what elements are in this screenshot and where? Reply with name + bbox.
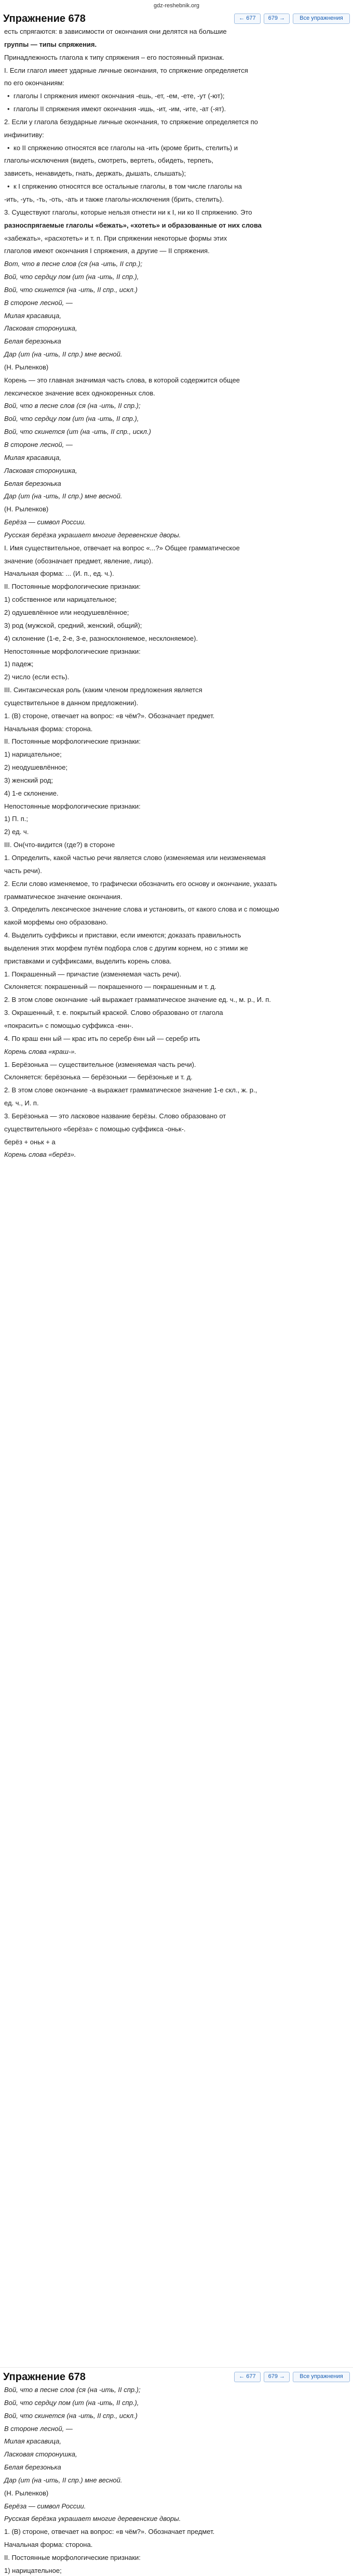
poem-line: Вой, что сердцу пом (ит (на -ить, II спр.), — [4, 415, 139, 423]
text-line: 4. Выделить суффиксы и приставки, если имеются; доказать правильность — [4, 931, 241, 940]
text-line: II. Постоянные морфологические признаки: — [4, 583, 141, 591]
text-line — [4, 1163, 349, 1172]
text-line: глаголы-исключения (видеть, смотреть, вертеть, обидеть, терпеть, — [4, 156, 214, 165]
text-line: 1. (В) стороне, отвечает на вопрос: «в чём?». Обозначает предмет. — [4, 2528, 215, 2536]
text-line: 2. В этом слове окончание -а выражает грамматическое значение 1-е скл., ж. р., — [4, 1086, 257, 1094]
text-line: 4) 1-е склонение. — [4, 789, 59, 797]
poem-line: Белая березонька — [4, 479, 61, 487]
poem-line: Вой, что в песне слов (ся (на -ить, II спр.); — [4, 2386, 141, 2394]
text-line: существительного «берёза» с помощью суффикса -оньк-. — [4, 1125, 186, 1133]
text-line: Склоняется: берёзонька — берёзоньки — берёзоньке и т. д. — [4, 1073, 193, 1081]
list-item: • ко II спряжению относятся все глаголы на -ить (кроме брить, стелить) и — [4, 143, 349, 153]
text-line: грамматическое значение окончания. — [4, 892, 123, 901]
poem-line: Дар (ит (на -ить, II спр.) мне весной. — [4, 2476, 123, 2484]
text-line: инфинитиву: — [4, 130, 44, 139]
exercise-content — [0, 25, 353, 1172]
text-line: Русская берёзка украшает многие деревенские дворы. — [4, 531, 181, 539]
text-line: Берёза — символ России. — [4, 2502, 86, 2510]
text-line: 1) собственное или нарицательное; — [4, 596, 117, 604]
text-line: Непостоянные морфологические признаки: — [4, 802, 141, 810]
poem-line: Дар (ит (на -ить, II спр.) мне весной. — [4, 492, 123, 500]
page-title: Упражнение 678 — [3, 2371, 86, 2383]
text-line: значение (обозначает предмет, явление, лицо). — [4, 557, 153, 565]
poem-line: Милая красавица, — [4, 311, 61, 320]
text-line: 3) женский род; — [4, 776, 53, 784]
text-line: 1. Определить, какой частью речи является слово (изменяемая или неизменяемая — [4, 854, 266, 862]
text-line: 3. Берёзонька — это ласковое название берёзы. Слово образовано от — [4, 1112, 226, 1120]
list-item: • к I спряжению относятся все остальные глаголы, в том числе глаголы на — [4, 182, 349, 192]
text-line: 2. В этом слове окончание -ый выражает грамматическое значение ед. ч., м. р., И. п. — [4, 996, 271, 1004]
exercise-nav — [234, 14, 350, 24]
text-line: Склоняется: покрашенный — покрашенного — покрашенным и т. д. — [4, 983, 216, 991]
text-line: 1. (В) стороне, отвечает на вопрос: «в чём?». Обозначает предмет. — [4, 711, 215, 720]
exercise-header — [0, 12, 353, 25]
next-exercise-button[interactable]: 679 → — [264, 14, 290, 24]
site-link[interactable]: gdz-reshebnik.org — [153, 3, 200, 9]
text-line: 2) число (если есть). — [4, 673, 70, 681]
poem-line: В стороне лесной, — — [4, 2424, 73, 2433]
poem-line: Вой, что скинется (на -ить, II спр., искл.) — [4, 2411, 138, 2420]
exercise-section-repeat — [0, 2367, 353, 2574]
text-line: 2) неодушевлённое; — [4, 763, 68, 772]
poem-line: Ласковая сторонушка, — [4, 2450, 77, 2459]
text-line: разноспрягаемые глаголы «бежать», «хотеть» и образованные от них слова — [4, 221, 262, 229]
text-line: Корень — это главная значимая часть слова, в которой содержится общее — [4, 376, 240, 384]
poem-line: Милая красавица, — [4, 2437, 61, 2446]
text-line: Берёза — символ России. — [4, 518, 86, 526]
poem-author: (Н. Рыленков) — [4, 363, 49, 371]
text-line: берёз + оньк + а — [4, 1138, 56, 1146]
text-line: Начальная форма: сторона. — [4, 724, 93, 733]
poem-line: Ласковая сторонушка, — [4, 324, 77, 333]
text-line: 1) нарицательное; — [4, 2566, 62, 2574]
all-exercises-button[interactable]: Все упражнения — [293, 2372, 350, 2382]
poem-line: Белая березонька — [4, 2463, 61, 2472]
text-line: лексическое значение всех однокоренных слов. — [4, 389, 155, 397]
text-line: «забежать», «расхотеть» и т. п. При спряжении некоторые формы этих — [4, 234, 227, 242]
text-line: выделения этих морфем путём подбора слов с другим корнем, но с этими же — [4, 944, 248, 952]
text-line: 3. Окрашенный, т. е. покрытый краской. Слово образовано от глагола — [4, 1009, 223, 1017]
text-line: существительное в данном предложении). — [4, 698, 139, 707]
text-line: 1. Покрашенный — причастие (изменяемая часть речи). — [4, 970, 181, 978]
prev-exercise-button[interactable]: ← 677 — [234, 14, 260, 24]
text-line: Русская берёзка украшает многие деревенские дворы. — [4, 2515, 181, 2523]
text-line: глаголов имеют окончания I спряжения, а другие — II спряжения. — [4, 247, 210, 255]
text-line: приставками и суффиксами, выделить корень слова. — [4, 957, 172, 965]
morpheme-line: Корень слова «берёз». — [4, 1151, 76, 1159]
poem-line: Вой, что скинется (ит (на -ить, II спр., искл.) — [4, 428, 151, 436]
text-line: 1. Берёзонька — существительное (изменяемая часть речи). — [4, 1060, 196, 1068]
text-line: 3) род (мужской, средний, женский, общий); — [4, 621, 142, 629]
text-line: по его окончаниям: — [4, 79, 64, 87]
exercise-content — [0, 2383, 353, 2576]
text-line: 2. Если у глагола безударные личные окончания, то спряжение определяется по — [4, 117, 258, 126]
poem-line: Белая березонька — [4, 337, 61, 346]
text-line: 4) склонение (1-е, 2-е, 3-е, разносклоняемое, несклоняемое). — [4, 634, 198, 642]
list-item: • глаголы II спряжения имеют окончания -ишь, -ит, -им, -ите, -ат (-ят). — [4, 104, 349, 114]
text-line: ед. ч., И. п. — [4, 1099, 39, 1107]
exercise-header — [0, 2371, 353, 2383]
text-line: 2) ед. ч. — [4, 828, 29, 836]
morpheme-line: Корень слова «краш-». — [4, 1047, 77, 1055]
text-line: Принадлежность глагола к типу спряжения – его постоянный признак. — [4, 53, 224, 61]
text-line: «покрасить» с помощью суффикса -енн-. — [4, 1021, 133, 1029]
poem-line: Ласковая сторонушка, — [4, 466, 77, 474]
text-line: есть спрягаются: в зависимости от окончания они делятся на большие — [4, 28, 227, 35]
poem-line: Вой, что сердцу пом (ит (на -ить, II спр.), — [4, 2398, 139, 2407]
poem-line: В стороне лесной, — — [4, 441, 73, 448]
text-line: часть речи). — [4, 866, 42, 875]
text-line: 2) одушевлённое или неодушевлённое; — [4, 608, 129, 616]
text-line: группы — типы спряжения. — [4, 40, 97, 48]
text-line: 4. По краш енн ый — крас ить по серебр ённ ый — серебр ить — [4, 1034, 200, 1042]
text-line: II. Постоянные морфологические признаки: — [4, 737, 141, 746]
prev-exercise-button[interactable]: ← 677 — [234, 2372, 260, 2382]
text-line: I. Если глагол имеет ударные личные окончания, то спряжение определяется — [4, 66, 248, 74]
text-line: 2. Если слово изменяемое, то графически обозначить его основу и окончание, указать — [4, 879, 277, 888]
text-line: 3. Существуют глаголы, которые нельзя отнести ни к I, ни ко II спряжению. Это — [4, 208, 252, 216]
text-line: I. Имя существительное, отвечает на вопрос «...?» Общее грамматическое — [4, 544, 240, 552]
poem-line: Вой, что в песне слов (ся (на -ить, II спр.); — [4, 402, 141, 410]
exercise-nav — [234, 2372, 350, 2382]
text-line: III. Он(что-видится (где?) в стороне — [4, 841, 115, 849]
next-exercise-button[interactable]: 679 → — [264, 2372, 290, 2382]
poem-line: Вот, что в песне слов (ся (на -ить, II спр.); — [4, 260, 143, 268]
text-line: II. Постоянные морфологические признаки: — [4, 2553, 141, 2561]
poem-line: Дар (ит (на -ить, II спр.) мне весной. — [4, 350, 123, 359]
all-exercises-button[interactable]: Все упражнения — [293, 14, 350, 24]
text-line: Начальная форма: ... (И. п., ед. ч.). — [4, 570, 114, 578]
list-item: • глаголы I спряжения имеют окончания -ешь, -ет, -ем, -ете, -ут (-ют); — [4, 91, 349, 101]
text-line: зависеть, ненавидеть, гнать, держать, дышать, слышать); — [4, 169, 186, 178]
text-line: -ить, -уть, -ть, -оть, -ать и также глаголы-исключения (брить, стелить). — [4, 195, 224, 203]
text-line: 1) П. п.; — [4, 815, 29, 823]
text-line: 1) нарицательное; — [4, 750, 62, 759]
poem-line: Вой, что скинется (на -ить, II спр., искл.) — [4, 285, 138, 294]
poem-line: Вой, что сердцу пом (ит (на -ить, II спр.), — [4, 273, 139, 281]
text-line: III. Синтаксическая роль (каким членом предложения является — [4, 686, 202, 694]
text-line: Непостоянные морфологические признаки: — [4, 647, 141, 655]
text-line: 1) падеж; — [4, 660, 34, 668]
text-line: Начальная форма: сторона. — [4, 2541, 93, 2549]
poem-line: Милая красавица, — [4, 453, 61, 461]
text-line: 3. Определить лексическое значение слова и установить, от какого слова и с помощью — [4, 905, 279, 914]
poem-line: В стороне лесной, — — [4, 298, 73, 307]
page-title: Упражнение 678 — [3, 12, 86, 24]
poem-author: (Н. Рыленков) — [4, 505, 49, 513]
text-line: какой морфемы оно образовано. — [4, 918, 108, 927]
poem-author: (Н. Рыленков) — [4, 2489, 49, 2497]
